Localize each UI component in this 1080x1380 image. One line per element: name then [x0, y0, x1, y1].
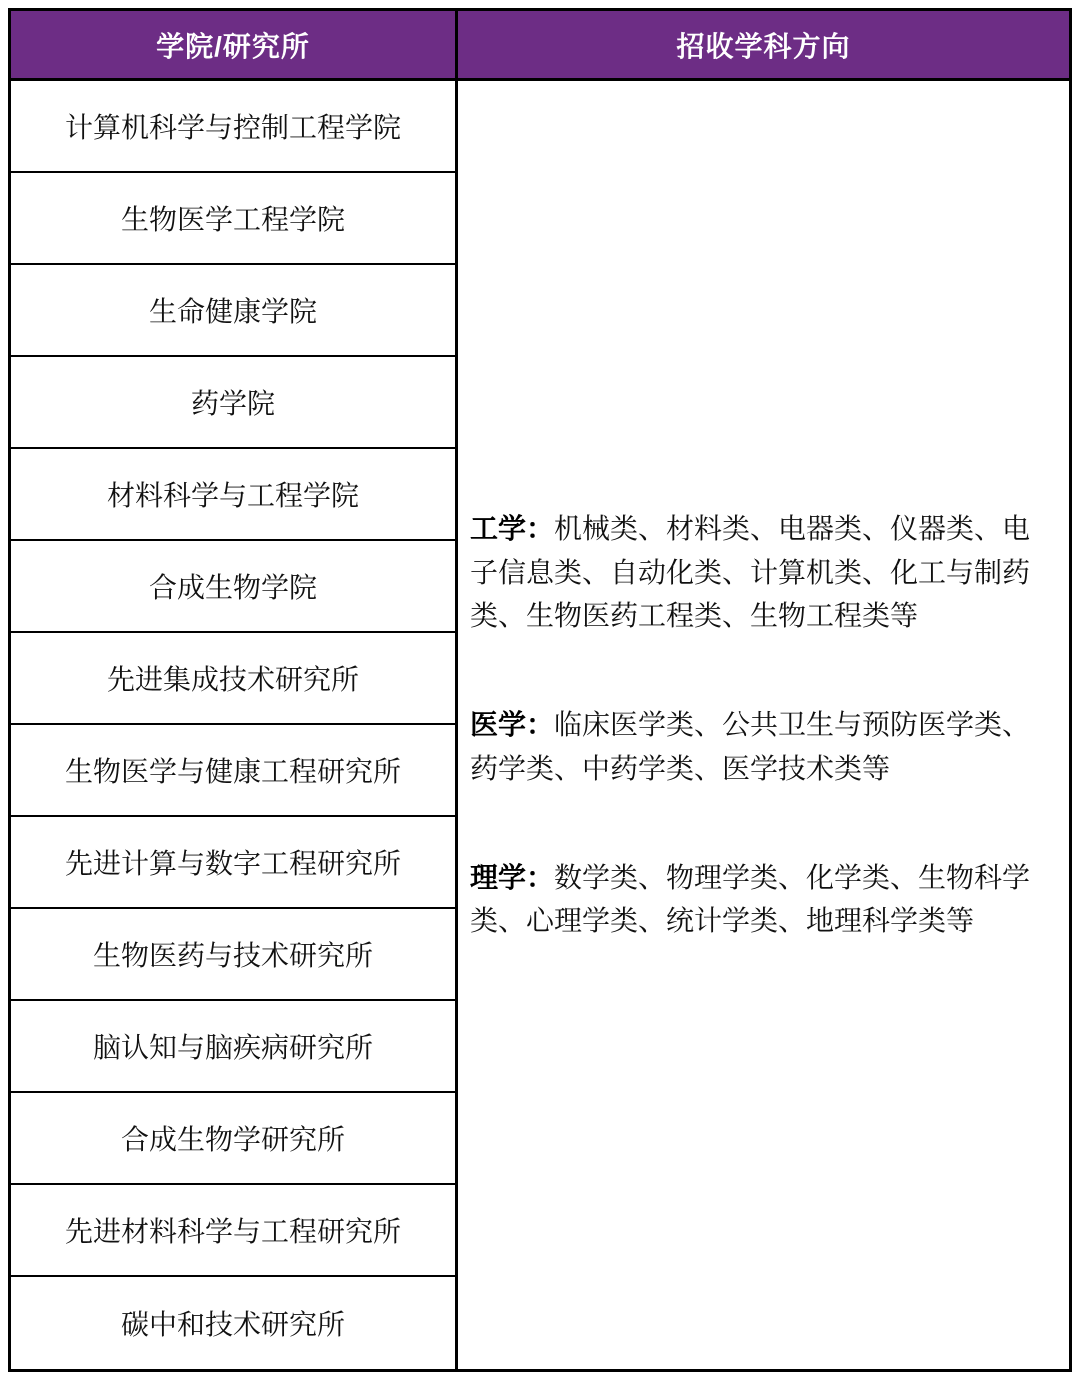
table-row-institute: 生命健康学院 — [11, 265, 458, 357]
table-row-institute: 药学院 — [11, 357, 458, 449]
discipline-label-engineering: 工学： — [470, 513, 555, 545]
discipline-paragraph-medicine — [470, 703, 1055, 790]
table-row-institute: 计算机科学与控制工程学院 — [11, 81, 458, 173]
admissions-table — [8, 8, 1072, 1372]
discipline-label-medicine: 医学： — [470, 709, 555, 741]
header-discipline-direction: 招收学科方向 — [458, 11, 1069, 81]
discipline-directions-cell — [458, 81, 1069, 1369]
table-row-institute: 先进集成技术研究所 — [11, 633, 458, 725]
table-row-institute: 脑认知与脑疾病研究所 — [11, 1001, 458, 1093]
table-row-institute: 碳中和技术研究所 — [11, 1277, 458, 1369]
table-row-institute: 生物医学与健康工程研究所 — [11, 725, 458, 817]
table-row-institute: 生物医药与技术研究所 — [11, 909, 458, 1001]
discipline-label-science: 理学： — [470, 862, 555, 894]
discipline-paragraph-science — [470, 856, 1055, 943]
header-college-institute: 学院/研究所 — [11, 11, 458, 81]
table-row-institute: 生物医学工程学院 — [11, 173, 458, 265]
discipline-text-science: 数学类、物理学类、化学类、生物科学类、心理学类、统计学类、地理科学类等 — [470, 862, 1031, 937]
table-row-institute: 材料科学与工程学院 — [11, 449, 458, 541]
discipline-text-medicine: 临床医学类、公共卫生与预防医学类、药学类、中药学类、医学技术类等 — [470, 709, 1031, 784]
table-row-institute: 合成生物学院 — [11, 541, 458, 633]
table-row-institute: 先进材料科学与工程研究所 — [11, 1185, 458, 1277]
discipline-paragraph-engineering — [470, 507, 1055, 637]
table-row-institute: 合成生物学研究所 — [11, 1093, 458, 1185]
discipline-text-engineering: 机械类、材料类、电器类、仪器类、电子信息类、自动化类、计算机类、化工与制药类、生物医药工程类、生物工程类等 — [470, 513, 1031, 631]
table-row-institute: 先进计算与数字工程研究所 — [11, 817, 458, 909]
